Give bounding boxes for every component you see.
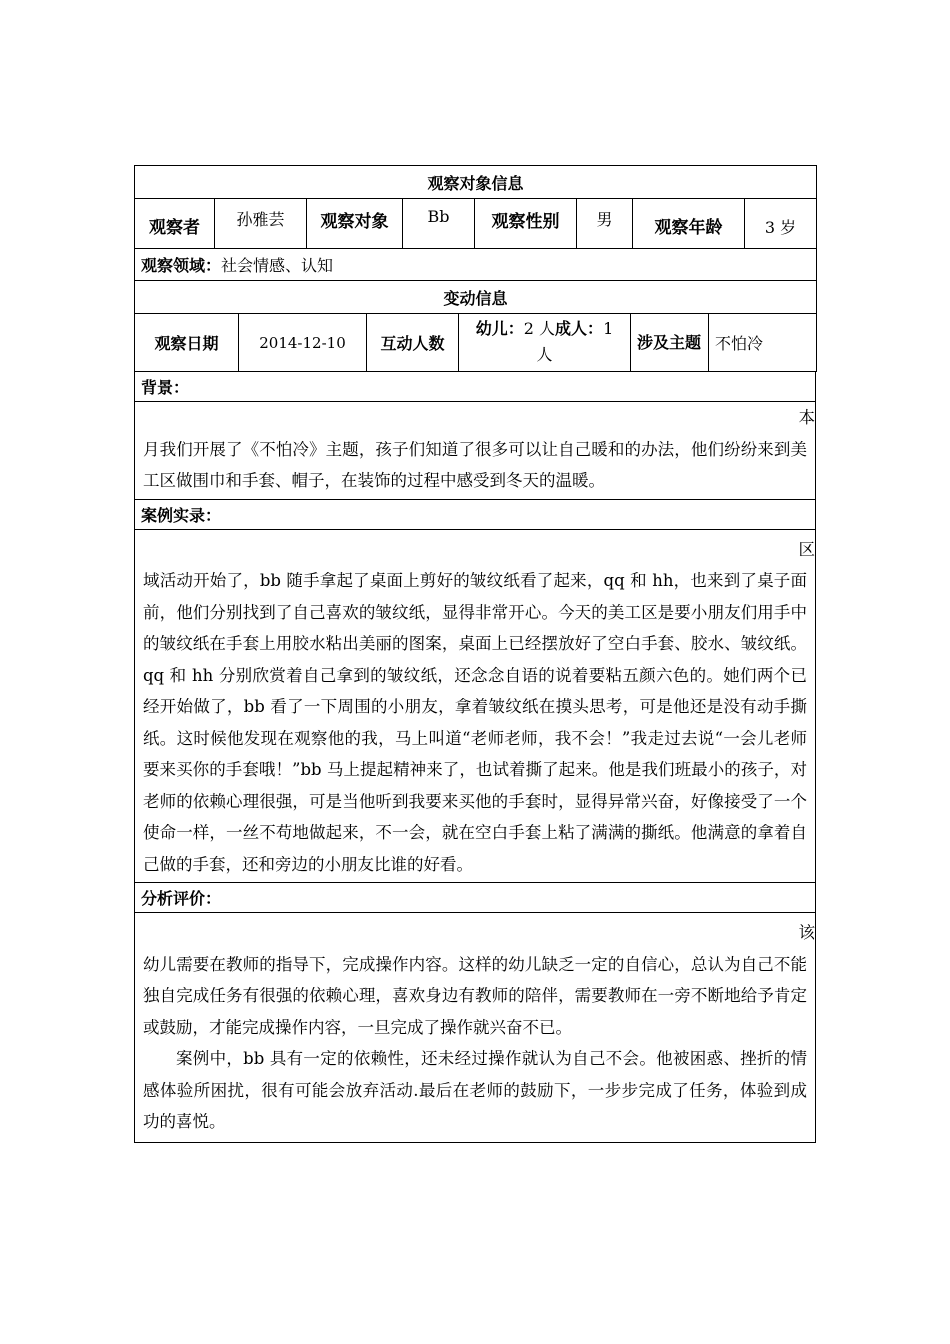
analysis-text-2: 案例中，bb 具有一定的依赖性，还未经过操作就认为自己不会。他被困惑、挫折的情感体验所困扰，很有可能会放弃活动.最后在老师的鼓励下，一步步完成了任务，体验到成功的喜悦。 <box>143 1049 807 1131</box>
analysis-text-1: 幼儿需要在教师的指导下，完成操作内容。这样的幼儿缺乏一定的自信心，总认为自己不能独自完成任务有很强的依赖心理，喜欢身边有教师的陪伴，需要教师在一旁不断地给予肯定或鼓励，才能完成操作内容，一旦完成了操作就兴奋不已。 <box>143 954 807 1037</box>
interaction-label: 互动人数 <box>367 314 459 372</box>
observer-value: 孙雅芸 <box>215 199 307 249</box>
child-value: 2 人 <box>523 319 556 338</box>
narrative-table <box>134 371 816 1143</box>
age-label: 观察年龄 <box>633 199 745 249</box>
observation-record <box>134 165 816 1143</box>
domain-label: 观察领域： <box>141 256 222 275</box>
gender-label: 观察性别 <box>475 199 577 249</box>
date-label: 观察日期 <box>135 314 239 372</box>
analysis-first-char: 该 <box>798 923 815 942</box>
analysis-body <box>135 913 816 1143</box>
adult-value: 1 <box>603 319 614 338</box>
date-value: 2014-12-10 <box>239 314 367 372</box>
analysis-label: 分析评价： <box>135 883 816 913</box>
theme-label: 涉及主题 <box>631 314 709 372</box>
observee-section-title: 观察对象信息 <box>135 166 817 199</box>
child-label: 幼儿： <box>475 319 524 338</box>
background-first-char: 本 <box>798 408 815 427</box>
change-section-title: 变动信息 <box>135 281 817 314</box>
interaction-value <box>459 314 631 372</box>
subject-value: Bb <box>403 199 475 249</box>
case-record-body <box>135 529 816 883</box>
adult-label: 成人： <box>555 319 604 338</box>
background-body <box>135 402 816 500</box>
domain-value: 社会情感、认知 <box>221 256 334 275</box>
theme-value: 不怕冷 <box>709 314 817 372</box>
gender-value: 男 <box>577 199 633 249</box>
background-text: 月我们开展了《不怕冷》主题，孩子们知道了很多可以让自己暖和的办法，他们纷纷来到美工区做围巾和手套、帽子，在装饰的过程中感受到冬天的温暖。 <box>143 439 807 490</box>
age-value: 3 岁 <box>745 199 817 249</box>
case-record-text: 域活动开始了，bb 随手拿起了桌面上剪好的皱纹纸看了起来，qq 和 hh，也来到了桌子面前，他们分别找到了自己喜欢的皱纹纸，显得非常开心。今天的美工区是要小朋友们用手中的皱纹纸在手套上用胶水粘出美丽的图案，桌面上已经摆放好了空白手套、胶水、皱纹纸。qq 和 hh 分别欣赏着自己拿到的皱纹纸，还念念自语的说着要粘五颜六色的。她们两个已经开始做了，bb 看了一下周围的小朋友，拿着皱纹纸在摸头思考，可是他还是没有动手撕纸。这时候他发现在观察他的我，马上叫道“老师老师，我不会！”我走过去说“一会儿老师要来买你的手套哦！”bb 马上提起精神来了，也试着撕了起来。他是我们班最小的孩子，对老师的依赖心理很强，可是当他听到我要来买他的手套时，显得异常兴奋，好像接受了一个使命一样，一丝不苟地做起来，不一会，就在空白手套上粘了满满的撕纸。他满意的拿着自己做的手套，还和旁边的小朋友比谁的好看。 <box>143 571 807 874</box>
adult-unit: 人 <box>536 345 553 364</box>
observee-table <box>134 165 817 314</box>
domain-row <box>135 249 817 281</box>
case-record-first-char: 区 <box>798 539 815 559</box>
change-table <box>134 313 817 372</box>
background-label: 背景： <box>135 372 816 402</box>
subject-label: 观察对象 <box>307 199 403 249</box>
observer-label: 观察者 <box>135 199 215 249</box>
case-record-label: 案例实录： <box>135 499 816 529</box>
